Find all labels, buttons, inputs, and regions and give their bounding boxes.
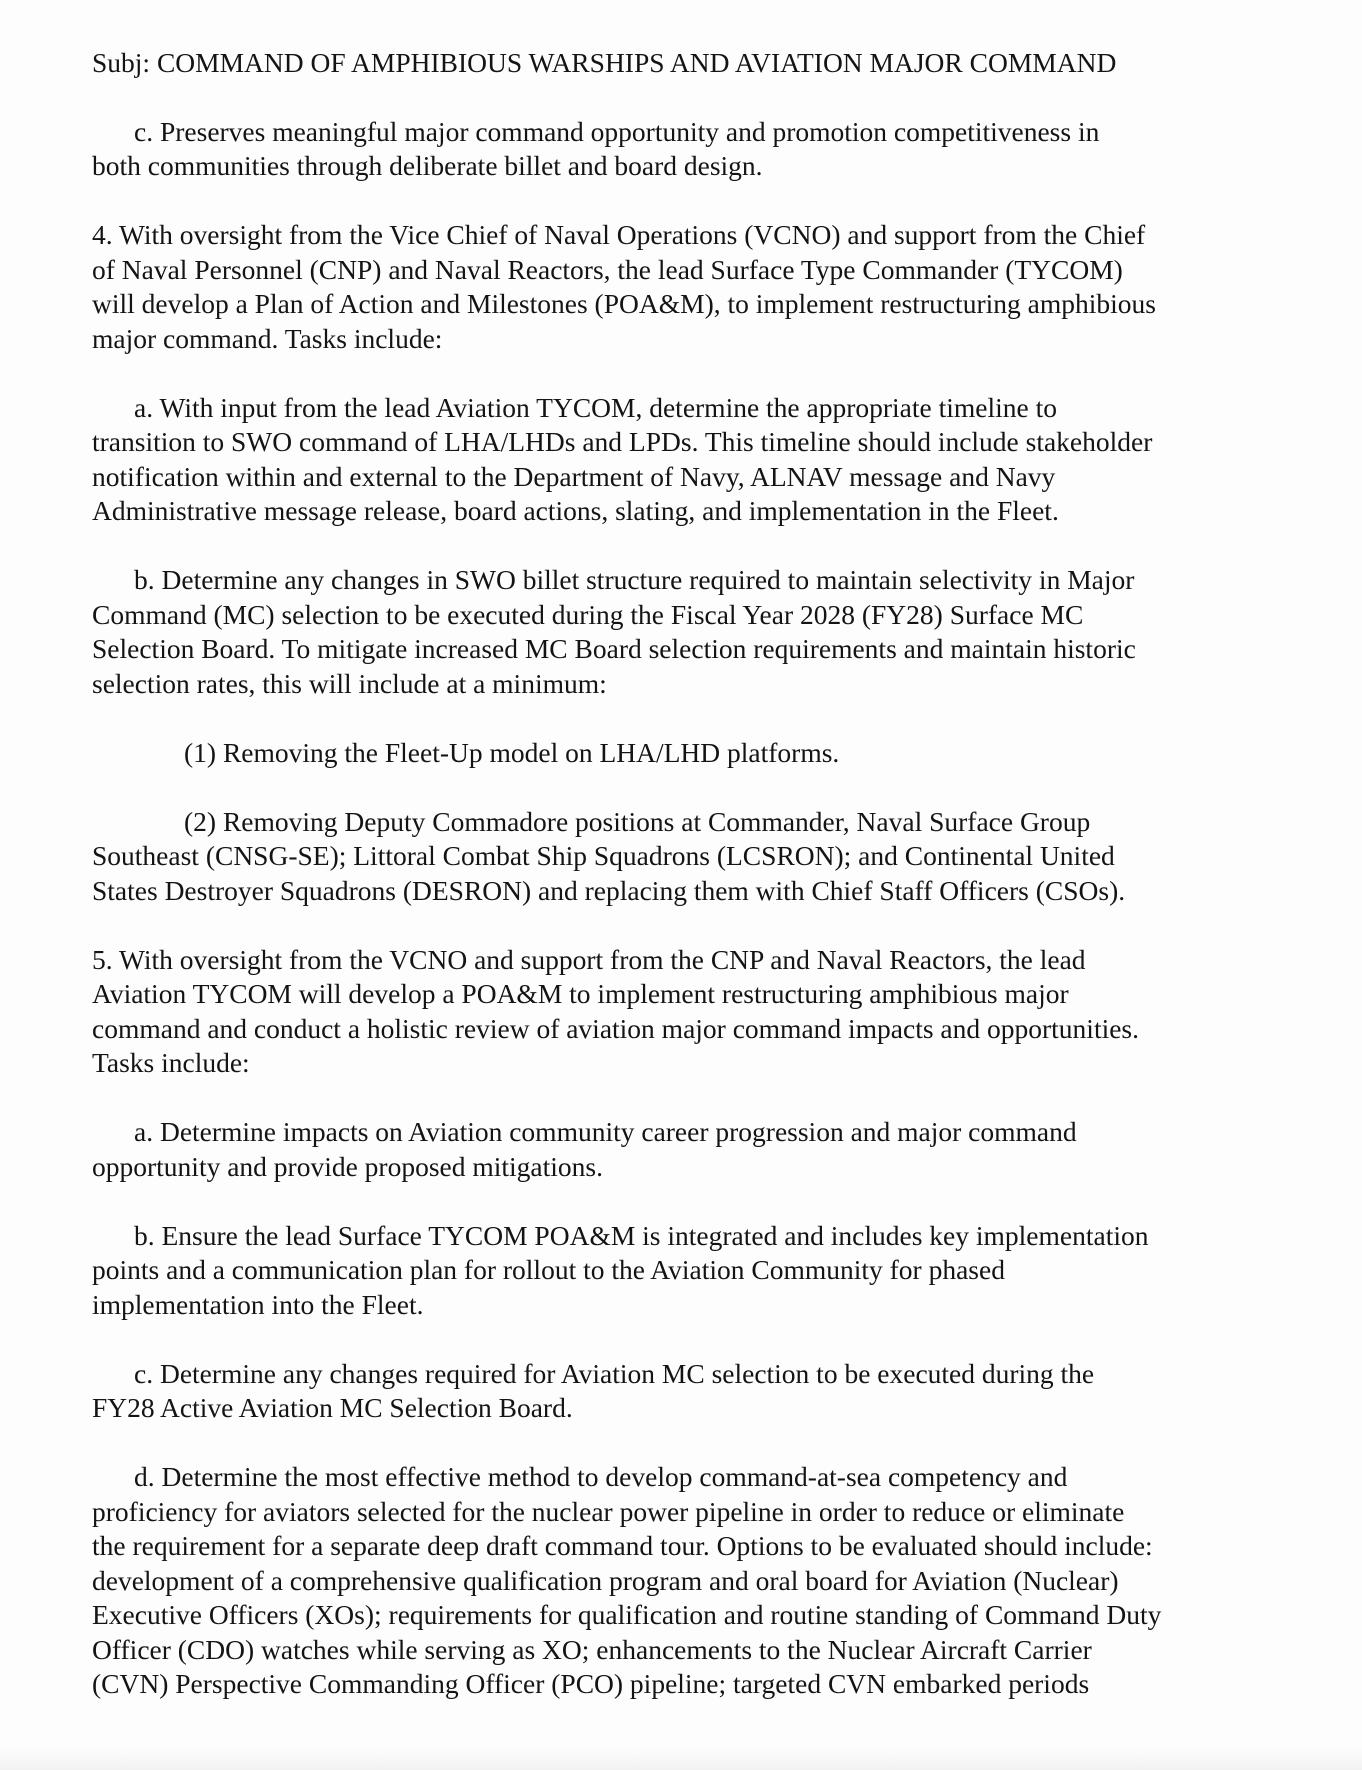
paragraph-line: of Naval Personnel (CNP) and Naval Reactors, the lead Surface Type Commander (TYCOM) bbox=[92, 253, 1123, 285]
paragraph-line: a. Determine impacts on Aviation community career progression and major command bbox=[134, 1116, 1077, 1147]
paragraph-line: major command. Tasks include: bbox=[92, 322, 443, 354]
paragraph-line: Aviation TYCOM will develop a POA&M to implement restructuring amphibious major bbox=[92, 978, 1069, 1009]
paragraph-list bbox=[92, 115, 1292, 1702]
paragraph bbox=[92, 805, 1292, 909]
paragraph-line: points and a communication plan for rollout to the Aviation Community for phased bbox=[92, 1254, 1005, 1285]
paragraph-line: a. With input from the lead Aviation TYCOM, determine the appropriate timeline to bbox=[134, 391, 1057, 423]
paragraph-line: implementation into the Fleet. bbox=[92, 1288, 424, 1320]
paragraph-line: 5. With oversight from the VCNO and support from the CNP and Naval Reactors, the lead bbox=[92, 943, 1086, 975]
paragraph-line: States Destroyer Squadrons (DESRON) and replacing them with Chief Staff Officers (CSOs). bbox=[92, 874, 1126, 906]
paragraph-line: selection rates, this will include at a minimum: bbox=[92, 667, 607, 699]
paragraph bbox=[92, 736, 1292, 771]
paragraph-line: the requirement for a separate deep draft command tour. Options to be evaluated should include: bbox=[92, 1530, 1153, 1561]
paragraph-line: (2) Removing Deputy Commadore positions at Commander, Naval Surface Group bbox=[184, 805, 1091, 837]
paragraph-line: d. Determine the most effective method to develop command-at-sea competency and bbox=[134, 1461, 1068, 1492]
document-body bbox=[92, 46, 1292, 1736]
paragraph-line: (1) Removing the Fleet-Up model on LHA/LHD platforms. bbox=[184, 736, 840, 768]
paragraph-line: (CVN) Perspective Commanding Officer (PCO) pipeline; targeted CVN embarked periods bbox=[92, 1668, 1090, 1699]
paragraph bbox=[92, 943, 1292, 1081]
paragraph bbox=[92, 563, 1292, 701]
paragraph bbox=[92, 1115, 1292, 1184]
page-bottom-edge bbox=[0, 1748, 1362, 1770]
paragraph bbox=[92, 115, 1292, 184]
paragraph-line: notification within and external to the Department of Navy, ALNAV message and Navy bbox=[92, 460, 1056, 492]
paragraph-line: b. Determine any changes in SWO billet structure required to maintain selectivity in Major bbox=[134, 564, 1135, 595]
paragraph-line: Command (MC) selection to be executed during the Fiscal Year 2028 (FY28) Surface MC bbox=[92, 598, 1084, 630]
paragraph-line: b. Ensure the lead Surface TYCOM POA&M is integrated and includes key implementation bbox=[134, 1219, 1149, 1251]
paragraph bbox=[92, 391, 1292, 529]
paragraph-line: Southeast (CNSG-SE); Littoral Combat Ship Squadrons (LCSRON); and Continental United bbox=[92, 840, 1115, 871]
paragraph-line: opportunity and provide proposed mitigations. bbox=[92, 1150, 603, 1182]
paragraph bbox=[92, 218, 1292, 356]
paragraph-line: Selection Board. To mitigate increased MC Board selection requirements and maintain historic bbox=[92, 633, 1136, 664]
paragraph bbox=[92, 1357, 1292, 1426]
paragraph-line: c. Preserves meaningful major command opportunity and promotion competitiveness in bbox=[134, 115, 1100, 147]
paragraph bbox=[92, 1460, 1292, 1702]
paragraph bbox=[92, 1219, 1292, 1323]
paragraph-line: will develop a Plan of Action and Milestones (POA&M), to implement restructuring amphibious bbox=[92, 288, 1156, 319]
paragraph-line: both communities through deliberate billet and board design. bbox=[92, 150, 763, 181]
paragraph-line: proficiency for aviators selected for the nuclear power pipeline in order to reduce or eliminate bbox=[92, 1495, 1125, 1527]
paragraph-line: Executive Officers (XOs); requirements for qualification and routine standing of Command Duty bbox=[92, 1599, 1162, 1630]
paragraph-line: development of a comprehensive qualification program and oral board for Aviation (Nuclear) bbox=[92, 1564, 1119, 1596]
subject-line: Subj: COMMAND OF AMPHIBIOUS WARSHIPS AND AVIATION MAJOR COMMAND bbox=[92, 47, 1117, 78]
paragraph-line: Tasks include: bbox=[92, 1047, 250, 1078]
paragraph-line: c. Determine any changes required for Aviation MC selection to be executed during the bbox=[134, 1357, 1095, 1389]
paragraph-line: Administrative message release, board actions, slating, and implementation in the Fleet. bbox=[92, 495, 1059, 526]
paragraph-line: command and conduct a holistic review of aviation major command impacts and opportunities. bbox=[92, 1012, 1140, 1044]
paragraph-line: Officer (CDO) watches while serving as XO; enhancements to the Nuclear Aircraft Carrier bbox=[92, 1633, 1092, 1665]
paragraph-line: transition to SWO command of LHA/LHDs and LPDs. This timeline should include stakeholder bbox=[92, 426, 1153, 457]
paragraph-line: FY28 Active Aviation MC Selection Board. bbox=[92, 1392, 573, 1423]
paragraph-line: 4. With oversight from the Vice Chief of Naval Operations (VCNO) and support from the Chief bbox=[92, 219, 1146, 250]
